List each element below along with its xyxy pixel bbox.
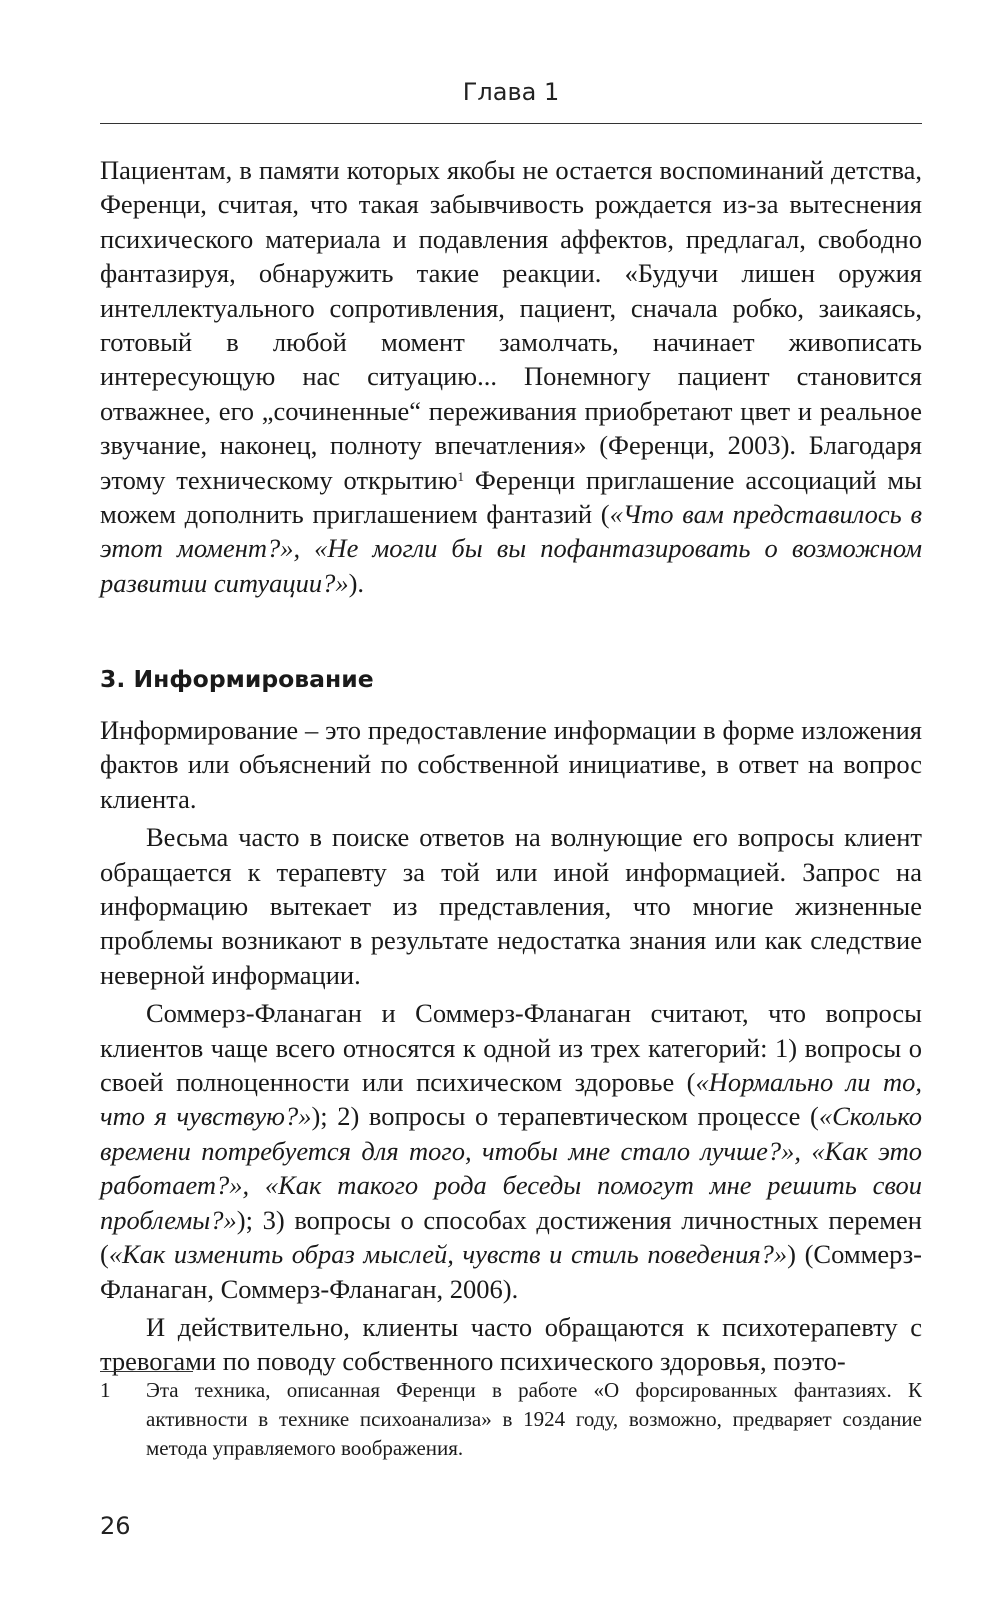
footnote-number: 1 — [100, 1378, 111, 1402]
paragraph-requests: Весьма часто в поиске ответов на волнующие его вопросы клиент обращается к терапевту за той или иной информацией. Запрос на информацию вытекает из представления, что многие жизненные проблемы возникают в результате недостатка знания или как следствие неверной информации. — [100, 822, 922, 990]
section-heading: 3. Информирование — [100, 665, 374, 693]
footnote-rule — [100, 1371, 193, 1372]
text-run: ). — [348, 567, 365, 598]
italic-quote: «Сколько времени потребуется для того, чтобы мне стало лучше?», «Как это работает?», «Как такого рода беседы помогут мне решить свои проблемы?» — [100, 1101, 923, 1235]
section-body — [100, 713, 922, 1379]
paragraph-definition: Информирование – это предоставление информации в форме изложения фактов или объяснений по собственной инициативе, в ответ на вопрос клиента. — [100, 715, 922, 814]
footnote — [100, 1376, 922, 1463]
text-run: Пациентам, в памяти которых якобы не остается воспоминаний детства, Ференци, считая, что такая забывчивость рождается из-за вытеснения психического материала и подавления аффектов, предлагал, свободно фантазируя, обнаружить такие реакции. «Будучи лишен оружия интеллектуального сопротивления, пациент, сначала робко, заикаясь, готовый в любой момент замолчать, начинает живописать интересующую нас ситуацию... Понемногу пациент становится отважнее, его „сочиненные“ переживания приобретают цвет и реальное звучание, наконец, полноту впечатления» (Ференци, 2003). Благодаря этому техническому открытию — [100, 155, 922, 495]
italic-quote: «Что вам представилось в этот момент?», «Не могли бы вы пофантазировать о возможном развитии ситуации?» — [100, 499, 922, 598]
intro-paragraph-block — [100, 153, 922, 600]
paragraph-ferenczi — [100, 153, 922, 600]
text-run: ); 3) вопросы о способах достижения личностных перемен ( — [100, 1204, 922, 1270]
italic-quote: «Нормально ли то, что я чувствую?» — [100, 1067, 922, 1132]
paragraph-clients: И действительно, клиенты часто обращаются к психотерапевту с тревогами по поводу собственного психического здоровья, поэто- — [100, 1311, 922, 1377]
text-run: Ференци приглашение ассоциаций мы можем дополнить приглашением фантазий ( — [100, 464, 922, 530]
header-rule — [100, 123, 922, 124]
footnote-reference[interactable]: 1 — [457, 468, 465, 484]
text-run: ); 2) вопросы о терапевтическом процессе ( — [311, 1101, 819, 1132]
paragraph-categories — [100, 996, 922, 1306]
text-run: Соммерз-Фланаган и Соммерз-Фланаган считают, что вопросы клиентов чаще всего относятся к одной из трех категорий: 1) вопросы о своей полноценности или психическом здоровье ( — [100, 998, 922, 1098]
text-run: ) (Соммерз-Фланаган, Соммерз-Фланаган, 2006). — [100, 1239, 922, 1304]
footnote-text: Эта техника, описанная Ференци в работе «О форсированных фантазиях. К активности в технике психоанализа» в 1924 году, возможно, предваряет создание метода управляемого воображения. — [146, 1378, 922, 1460]
page-number: 26 — [100, 1512, 131, 1540]
running-head: Глава 1 — [462, 78, 560, 106]
italic-quote: «Как изменить образ мыслей, чувств и стиль поведения?» — [108, 1239, 788, 1270]
